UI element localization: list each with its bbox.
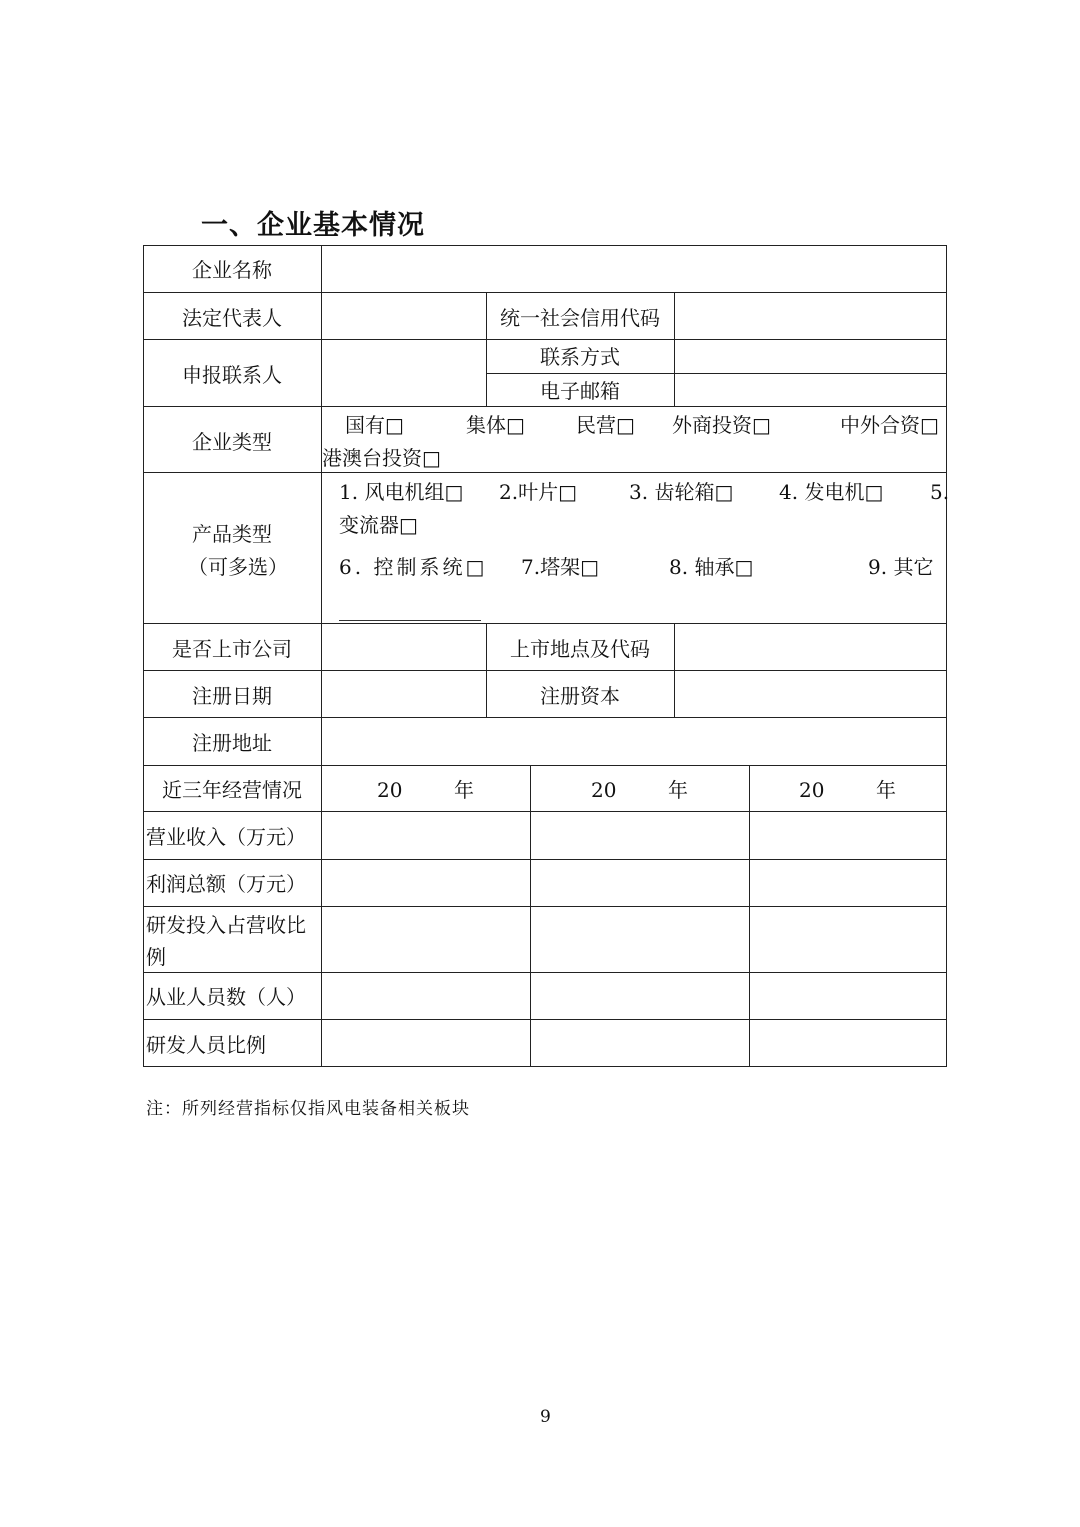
row-divider — [143, 859, 947, 860]
option-gearbox[interactable]: 3. 齿轮箱□ — [629, 480, 734, 504]
label-registered-address: 注册地址 — [192, 731, 272, 755]
row-divider — [143, 811, 947, 812]
year-1-suffix: 年 — [454, 778, 474, 802]
option-state-owned[interactable]: 国有□ — [345, 413, 404, 437]
option-foreign-investment[interactable]: 外商投资□ — [672, 413, 771, 437]
label-listing-place-code: 上市地点及代码 — [510, 637, 650, 661]
row-divider — [143, 292, 947, 293]
section-title: 一、企业基本情况 — [201, 210, 425, 241]
table-border-top — [143, 245, 947, 246]
option-converter[interactable]: 变流器□ — [339, 513, 418, 537]
label-contact-method: 联系方式 — [540, 345, 620, 369]
table-border-left — [143, 245, 144, 1067]
row-label-rd-ratio: 研发投入占营收比 — [146, 913, 306, 937]
col-divider — [530, 765, 531, 1067]
row-divider — [486, 373, 947, 374]
other-fill-blank[interactable] — [339, 620, 481, 621]
year-3-suffix: 年 — [876, 778, 896, 802]
label-enterprise-type: 企业类型 — [192, 430, 272, 454]
label-listed-company: 是否上市公司 — [172, 637, 292, 661]
option-tower[interactable]: 7.塔架□ — [521, 555, 599, 579]
col-divider — [486, 623, 487, 717]
option-other[interactable]: 9. 其它 — [868, 555, 934, 579]
year-2-suffix: 年 — [668, 778, 688, 802]
option-bearing[interactable]: 8. 轴承□ — [669, 555, 754, 579]
row-divider — [143, 972, 947, 973]
page-number: 9 — [540, 1407, 551, 1427]
label-registration-date: 注册日期 — [192, 684, 272, 708]
footnote: 注：所列经营指标仅指风电装备相关板块 — [146, 1099, 470, 1119]
option-converter-number[interactable]: 5. — [930, 480, 950, 504]
row-label-rd-ratio-cont: 例 — [146, 945, 166, 969]
label-credit-code: 统一社会信用代码 — [500, 306, 660, 330]
table-border-right — [946, 245, 947, 1067]
label-multi-select: （可多选） — [188, 555, 288, 579]
row-label-employees: 从业人员数（人） — [146, 985, 306, 1009]
row-label-rd-staff-ratio: 研发人员比例 — [146, 1033, 266, 1057]
year-1-prefix: 20 — [377, 778, 403, 802]
label-three-year-operations: 近三年经营情况 — [162, 778, 302, 802]
label-registered-capital: 注册资本 — [540, 684, 620, 708]
row-label-profit: 利润总额（万元） — [146, 872, 306, 896]
table-border-bottom — [143, 1066, 947, 1067]
row-divider — [143, 406, 947, 407]
col-divider — [749, 765, 750, 1067]
option-hk-macao-taiwan[interactable]: 港澳台投资□ — [322, 446, 441, 470]
row-divider — [143, 906, 947, 907]
year-3-prefix: 20 — [799, 778, 825, 802]
row-divider — [143, 765, 947, 766]
option-wind-turbine[interactable]: 1. 风电机组□ — [339, 480, 464, 504]
label-email: 电子邮箱 — [540, 379, 620, 403]
row-divider — [143, 339, 947, 340]
row-divider — [143, 623, 947, 624]
label-legal-representative: 法定代表人 — [182, 306, 282, 330]
row-divider — [143, 717, 947, 718]
row-divider — [143, 472, 947, 473]
row-label-revenue: 营业收入（万元） — [146, 825, 306, 849]
col-divider — [674, 292, 675, 406]
label-enterprise-name: 企业名称 — [192, 258, 272, 282]
option-blade[interactable]: 2.叶片□ — [499, 480, 577, 504]
col-divider — [321, 245, 322, 1067]
option-control-system[interactable]: 6. 控制系统□ — [339, 555, 488, 579]
year-2-prefix: 20 — [591, 778, 617, 802]
col-divider — [486, 292, 487, 406]
option-private[interactable]: 民营□ — [576, 413, 635, 437]
option-collective[interactable]: 集体□ — [466, 413, 525, 437]
option-sino-foreign-jv[interactable]: 中外合资□ — [840, 413, 939, 437]
label-applicant-contact: 申报联系人 — [182, 363, 282, 387]
label-product-type: 产品类型 — [192, 522, 272, 546]
row-divider — [143, 670, 947, 671]
option-generator[interactable]: 4. 发电机□ — [779, 480, 884, 504]
row-divider — [143, 1019, 947, 1020]
col-divider — [674, 623, 675, 717]
